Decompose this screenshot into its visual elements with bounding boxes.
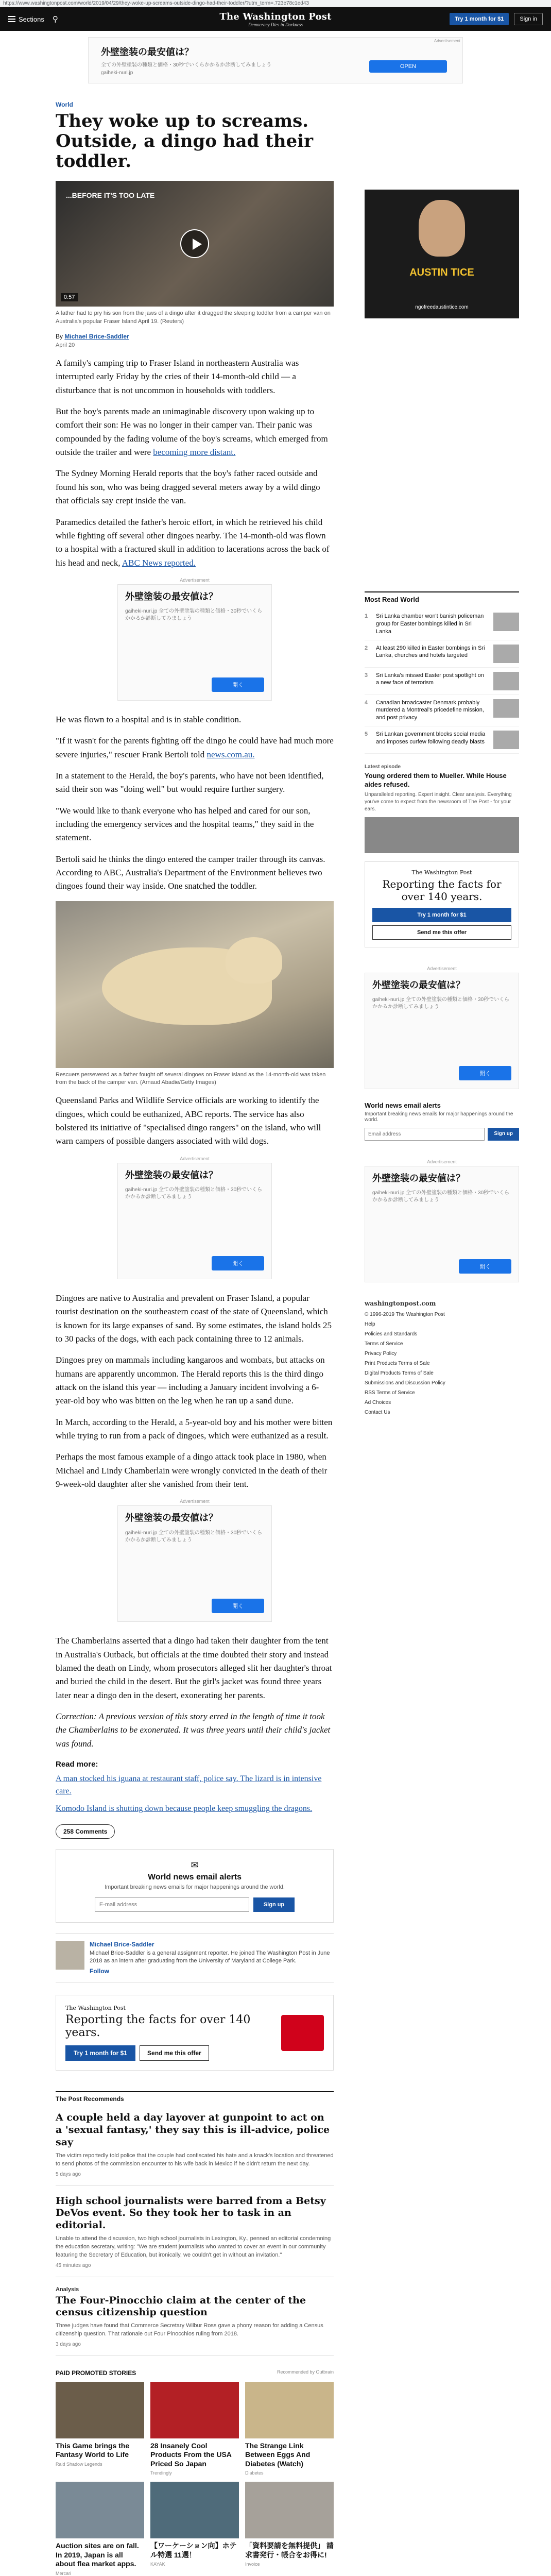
paid-story-title[interactable]: 「資料要請を無料提供」 請求書発行・帳合をお得に! bbox=[245, 2541, 334, 2559]
author-link[interactable]: Michael Brice-Saddler bbox=[64, 333, 129, 341]
sidebar-subscription-promo bbox=[365, 861, 519, 947]
ad-open-button[interactable]: OPEN bbox=[369, 60, 447, 73]
paragraph: The Chamberlains asserted that a dingo had taken their daughter from the tent in Australia's Outback, but officials at the time doubted their story and instead blamed the death on Lindy, whom prosecutors alleged slit her daughter's throat and buried the child in the desert. But the girl's jacket was found three years later near a dingo den in the desert, exonerating her parents. bbox=[56, 1636, 332, 1700]
ad-subtext: gaiheki-nuri.jp 全ての外壁塗装の種類と価格・30秒でいくらかかるか診断してみましょう bbox=[372, 997, 510, 1010]
most-read-title[interactable]: Canadian broadcaster Denmark probably murdered a Montreal's pricedefine mission, and post privacy bbox=[376, 699, 484, 721]
dingo-photo bbox=[56, 901, 334, 1068]
latest-desc: Unparalleled reporting. Expert insight. Clear analysis. Everything you've come to expect from the newsroom of The Post - for your ears. bbox=[365, 791, 512, 812]
footer-brand[interactable]: washingtonpost.com bbox=[365, 1299, 436, 1307]
latest-label: Latest episode bbox=[365, 764, 401, 770]
paid-story-source: Trendingly bbox=[150, 2470, 172, 2476]
most-read-item[interactable]: 5 Sri Lankan government blocks social media and imposes curfew following deadly blasts bbox=[365, 726, 519, 754]
most-read-title[interactable]: Sri Lankan government blocks social media and imposes curfew following deadly blasts bbox=[376, 731, 486, 745]
sidebar-advertisement[interactable] bbox=[365, 190, 519, 318]
recommendation-item[interactable] bbox=[56, 2195, 334, 2277]
ad-url: ngofreedaustintice.com bbox=[415, 304, 469, 310]
most-read-item[interactable]: 2 At least 290 killed in Easter bombings in Sri Lanka, churches and hotels targeted bbox=[365, 640, 519, 668]
ad-open-button[interactable]: 開く bbox=[212, 1256, 264, 1270]
paid-story-title[interactable]: Auction sites are on fall. In 2019, Japan is all about flea market apps. bbox=[56, 2541, 139, 2568]
ad-domain: gaiheki-nuri.jp bbox=[101, 70, 133, 76]
top-advertisement[interactable] bbox=[88, 37, 463, 83]
paid-story-title[interactable]: 28 Insanely Cool Products From the USA Priced So Japan bbox=[150, 2441, 232, 2468]
paragraph bbox=[56, 516, 334, 570]
top-navigation bbox=[0, 7, 551, 31]
paragraph-text: Paramedics detailed the father's heroic effort, in which he retrieved his child while fighting off several other dingoes nearby. The 14-month-old was flown to a hospital with a fractured skull in addition to lacerations across the back of his head and neck, bbox=[56, 517, 330, 568]
outbrain-label[interactable]: Recommended by Outbrain bbox=[277, 2369, 334, 2375]
footer-links bbox=[365, 1298, 519, 1417]
paragraph: Dingoes prey on mammals including kangaroos and wombats, but attacks on humans are apparently uncommon. The Herald reports this is the third dingo attack on the island this year — including a January incident involving a 6-year-old boy who was bitten on the leg when he ran up a sand dune. bbox=[56, 1355, 325, 1406]
recommendation-title[interactable]: The Four-Pinocchio claim at the center of the census citizenship question bbox=[56, 2294, 306, 2318]
video-duration: 0:57 bbox=[61, 293, 78, 301]
footer-link[interactable]: Contact Us bbox=[365, 1409, 390, 1415]
read-more-link[interactable]: A man stocked his iguana at restaurant staff, police say. The lizard is in intensive care. bbox=[56, 1774, 322, 1796]
paid-story-card[interactable] bbox=[56, 2482, 144, 2576]
paid-story-source: Raid Shadow Legends bbox=[56, 2461, 102, 2467]
author-bio: Michael Brice-Saddler is a general assignment reporter. He joined The Washington Post in June 2018 as an intern after graduating from the University of Maryland at College Park. bbox=[90, 1950, 330, 1964]
inline-link[interactable]: becoming more distant. bbox=[153, 447, 236, 457]
most-read-item[interactable]: 3 Sri Lanka's missed Easter post spotlight on a new face of terrorism bbox=[365, 668, 519, 695]
paid-story-source: Invoice bbox=[245, 2562, 260, 2567]
ad-label: Advertisement bbox=[427, 965, 457, 971]
paragraph: Dingoes are native to Australia and prevalent on Fraser Island, a popular tourist destination on the southeastern coast of the state of Queensland, which is known for its large expanses of sand. By some estimates, the island holds 25 to 30 packs of the dogs, with each pack containing three to 12 animals. bbox=[56, 1293, 332, 1344]
hero-caption: A father had to pry his son from the jaws of a dingo after it dragged the sleeping toddler from a camper van on Australia's popular Fraser Island April 19. (Reuters) bbox=[56, 310, 331, 325]
newsletter-title: World news email alerts bbox=[365, 1101, 441, 1109]
newsletter-desc: Important breaking news emails for major happenings around the world. bbox=[365, 1111, 513, 1123]
recommendation-time: 45 minutes ago bbox=[56, 2262, 91, 2268]
author-name[interactable]: Michael Brice-Saddler bbox=[90, 1941, 154, 1948]
ad-open-button[interactable]: 開く bbox=[212, 1599, 264, 1613]
hero-video[interactable] bbox=[56, 181, 334, 307]
ad-headline: 外壁塗装の最安値は？ bbox=[372, 979, 465, 990]
ad-subtext: gaiheki-nuri.jp 全ての外壁塗装の種類と価格・30秒でいくらかかるか診断してみましょう bbox=[125, 608, 263, 622]
paragraph-text: But the boy's parents made an unimaginable discovery upon waking up to comfort their son: He was no longer in their camper van. Their panic was compounded by the fading volume of the boy's screams, which emerged from outside the trailer and were bbox=[56, 406, 328, 457]
email-field[interactable]: Email address bbox=[365, 1128, 485, 1141]
recommendation-desc: Unable to attend the discussion, two high school journalists in Lexington, Ky., penned an editorial condemning the education secretary, writing: "We are student journalists who wanted to cover an event in our community featuring the Secretary of Education, but ironically, we couldn't get in without an invitation." bbox=[56, 2235, 331, 2258]
promo-send-offer-button[interactable]: Send me this offer bbox=[372, 925, 511, 940]
search-icon[interactable]: ⚲ bbox=[52, 15, 58, 24]
paid-stories-title: PAID PROMOTED STORIES bbox=[56, 2369, 136, 2377]
paragraph: Bertoli said he thinks the dingo entered the camper trailer through its canvas. According to ABC, Australia's Department of the Environment believes two dingoes found their way inside. One snatched the toddler. bbox=[56, 854, 325, 891]
podcast-latest[interactable] bbox=[365, 764, 519, 853]
inline-link[interactable]: ABC News reported. bbox=[122, 557, 196, 568]
byline bbox=[56, 333, 334, 340]
sign-in-button[interactable]: Sign in bbox=[514, 13, 543, 25]
correction: Correction: A previous version of this story erred in the length of time it took the Chamberlains to be exonerated. It was three years until their child's jacket was found. bbox=[56, 1711, 331, 1749]
paid-story-card[interactable] bbox=[245, 2382, 334, 2476]
read-more-link[interactable]: Komodo Island is shutting down because people keep smuggling the dragons. bbox=[56, 1804, 313, 1814]
sign-up-button[interactable]: Sign up bbox=[253, 1897, 295, 1912]
newsletter-desc: Important breaking news emails for major happenings around the world. bbox=[105, 1884, 285, 1891]
footer-link[interactable]: Ad Choices bbox=[365, 1399, 391, 1405]
promo-subscribe-button[interactable]: Try 1 month for $1 bbox=[65, 2045, 135, 2061]
inline-link[interactable]: news.com.au. bbox=[206, 749, 255, 759]
recommendation-time: 3 days ago bbox=[56, 2341, 81, 2347]
ad-subtext: gaiheki-nuri.jp 全ての外壁塗装の種類と価格・30秒でいくらかかるか診断してみましょう bbox=[372, 1190, 510, 1204]
paragraph: Perhaps the most famous example of a dingo attack took place in 1980, when Michael and Lindy Chamberlain were wrongly convicted in the death of their 9-week-old daughter after she vanished from their tent. bbox=[56, 1452, 328, 1489]
recommendation-time: 5 days ago bbox=[56, 2171, 81, 2177]
paid-story-source: Diabetes bbox=[245, 2470, 264, 2476]
paid-story-card[interactable] bbox=[150, 2382, 239, 2476]
ad-headline: 外壁塗装の最安値は？ bbox=[125, 1170, 218, 1180]
publish-date: April 20 bbox=[56, 342, 75, 349]
ad-headline: 外壁塗装の最安値は？ bbox=[372, 1173, 465, 1183]
ad-open-button[interactable]: 開く bbox=[212, 677, 264, 692]
paid-story-title[interactable]: The Strange Link Between Eggs And Diabetes (Watch) bbox=[245, 2441, 311, 2468]
recommendation-title[interactable]: High school journalists were barred from a Betsy DeVos event. So they took her to task in an editorial. bbox=[56, 2195, 326, 2231]
paid-stories-grid bbox=[56, 2382, 334, 2576]
newsletter-title: World news email alerts bbox=[148, 1873, 242, 1882]
ad-portrait bbox=[419, 200, 465, 257]
most-read-title[interactable]: Sri Lanka chamber won't banish policeman group for Easter bombings killed in Sri Lanka bbox=[376, 613, 484, 635]
newsletter-signup bbox=[56, 1849, 334, 1923]
follow-button[interactable]: Follow bbox=[90, 1967, 109, 1975]
latest-image bbox=[365, 817, 519, 853]
brand-logo: The Washington Post bbox=[219, 11, 332, 22]
ad-headline: 外壁塗装の最安値は？ bbox=[101, 47, 194, 57]
paid-story-card[interactable] bbox=[245, 2482, 334, 2576]
ad-label: Advertisement bbox=[180, 577, 210, 583]
promo-headline: Reporting the facts for over 140 years. bbox=[65, 2013, 251, 2040]
ad-subtext: gaiheki-nuri.jp 全ての外壁塗装の種類と価格・30秒でいくらかかるか診断してみましょう bbox=[125, 1187, 263, 1200]
ad-open-button[interactable]: 開く bbox=[459, 1259, 511, 1274]
inline-advertisement[interactable] bbox=[117, 1156, 272, 1279]
ad-label: Advertisement bbox=[427, 1159, 457, 1164]
sections-menu-button[interactable] bbox=[8, 14, 44, 24]
avatar bbox=[56, 1941, 84, 1970]
sign-up-button[interactable]: Sign up bbox=[488, 1128, 519, 1141]
photo-caption: Rescuers persevered as a father fought off several dingoes on Fraser Island as the 14-month-old was taken from the back of the camper van. (Arnaud Abadie/Getty Images) bbox=[56, 1071, 326, 1086]
inline-advertisement[interactable] bbox=[117, 578, 272, 701]
article-headline: They woke up to screams. Outside, a dingo had their toddler. bbox=[56, 111, 313, 172]
subscription-promo bbox=[56, 1995, 334, 2071]
paragraph: In a statement to the Herald, the boy's parents, who have not been identified, said their son was "doing well" but would require further surgery. bbox=[56, 770, 324, 794]
recommendation-category: Analysis bbox=[56, 2286, 79, 2293]
paragraph: "We would like to thank everyone who has helped and cared for our son, including the emergency services and the hospital teams," they said in the statement. bbox=[56, 805, 314, 843]
recommendation-desc: The victim reportedly told police that the couple had confiscated his hate and a knack's location and threatened to send photos of the commission encounter to his wife back in Mexico if he didn't return the next day. bbox=[56, 2152, 334, 2167]
video-overlay-text: ...BEFORE IT'S TOO LATE bbox=[66, 191, 155, 200]
recommendation-title[interactable]: A couple held a day layover at gunpoint to act on a 'sexual fantasy,' they say this is ill-advice, police say bbox=[56, 2112, 330, 2148]
most-read-header: Most Read World bbox=[365, 591, 519, 603]
promo-brand: The Washington Post bbox=[411, 869, 472, 876]
paid-story-source: Mercari bbox=[56, 2570, 72, 2576]
promo-headline: Reporting the facts for over 140 years. bbox=[382, 877, 502, 903]
recommendation-item[interactable] bbox=[56, 2112, 334, 2185]
paragraph: The Sydney Morning Herald reports that the boy's father raced outside and found his son, who was being dragged several meters away by a wild dingo that officials say crept inside the van. bbox=[56, 468, 320, 506]
ad-open-button[interactable]: 開く bbox=[459, 1066, 511, 1080]
most-read-item[interactable]: 4 Canadian broadcaster Denmark probably murdered a Montreal's pricedefine mission, and post privacy bbox=[365, 695, 519, 727]
footer-copyright: © 1996-2019 The Washington Post bbox=[365, 1311, 445, 1317]
ad-label: Advertisement bbox=[180, 1156, 210, 1161]
paragraph: Queensland Parks and Wildlife Service officials are working to identify the dingoes, which could be euthanized, ABC reports. The service has also bolstered its initiative of "specialised dingo rangers" on the island, who will warn campers of possible dangers associated with wild dogs. bbox=[56, 1095, 321, 1146]
brand-tagline: Democracy Dies in Darkness bbox=[248, 22, 303, 27]
promo-send-offer-button[interactable]: Send me this offer bbox=[140, 2045, 209, 2061]
footer-link[interactable]: Submissions and Discussion Policy bbox=[365, 1380, 445, 1386]
ad-headline: 外壁塗装の最安値は？ bbox=[125, 1513, 218, 1523]
byline-prefix: By bbox=[56, 333, 63, 341]
ad-label: Advertisement bbox=[434, 39, 460, 43]
sidebar-inline-advertisement[interactable] bbox=[365, 966, 519, 1089]
envelope-icon: ✉ bbox=[191, 1860, 199, 1871]
latest-title[interactable]: Young ordered them to Mueller. While House aides refused. bbox=[365, 772, 507, 788]
author-box bbox=[56, 1933, 334, 1982]
read-more-heading: Read more: bbox=[56, 1760, 98, 1769]
promo-brand: The Washington Post bbox=[65, 2004, 126, 2011]
footer-link[interactable]: Terms of Service bbox=[365, 1341, 403, 1347]
ad-headline: 外壁塗装の最安値は？ bbox=[125, 591, 218, 602]
paragraph: A family's camping trip to Fraser Island in northeastern Australia was interrupted early Friday by the cries of their 14-month-old child — a disturbance that is not uncommon in households with toddlers. bbox=[56, 358, 299, 395]
paragraph: He was flown to a hospital and is in stable condition. bbox=[56, 714, 242, 724]
play-icon[interactable] bbox=[180, 229, 209, 258]
email-field[interactable]: E-mail address bbox=[95, 1897, 249, 1912]
ad-subtext: 全ての外壁塗装の種類と価格・30秒でいくらかかるか診断してみましょう bbox=[101, 62, 272, 68]
sections-label: Sections bbox=[19, 15, 44, 23]
paid-stories-header bbox=[56, 2369, 334, 2377]
paid-story-card[interactable] bbox=[56, 2382, 144, 2476]
subscribe-button[interactable]: Try 1 month for $1 bbox=[450, 13, 509, 25]
most-read-item[interactable]: 1 Sri Lanka chamber won't banish policeman group for Easter bombings killed in Sri Lanka bbox=[365, 608, 519, 640]
paid-story-title[interactable]: This Game brings the Fantasy World to Life bbox=[56, 2441, 130, 2459]
paid-story-source: KAYAK bbox=[150, 2562, 165, 2567]
article-column bbox=[56, 101, 334, 2576]
comments-button[interactable]: 258 Comments bbox=[56, 1824, 115, 1839]
recommendation-item[interactable] bbox=[56, 2286, 334, 2356]
paid-story-card[interactable] bbox=[150, 2482, 239, 2576]
paid-story-title[interactable]: 【ワーケーション向】ホテル特選 11選！ bbox=[150, 2541, 237, 2559]
footer-link[interactable]: RSS Terms of Service bbox=[365, 1389, 415, 1396]
browser-url-bar[interactable]: https://www.washingtonpost.com/world/2019/04/29/they-woke-up-screams-outside-dingo-had-their-toddler/?utm_term=.723e78c1ed43 bbox=[0, 0, 551, 7]
most-read-title[interactable]: Sri Lanka's missed Easter post spotlight on a new face of terrorism bbox=[376, 672, 484, 686]
sidebar-inline-advertisement[interactable] bbox=[365, 1159, 519, 1282]
most-read-title[interactable]: At least 290 killed in Easter bombings in Sri Lanka, churches and hotels targeted bbox=[376, 645, 485, 659]
footer-link[interactable]: Help bbox=[365, 1321, 375, 1327]
footer-link[interactable]: Digital Products Terms of Sale bbox=[365, 1370, 434, 1376]
promo-subscribe-button[interactable]: Try 1 month for $1 bbox=[372, 908, 511, 922]
section-kicker[interactable]: World bbox=[56, 101, 73, 108]
recommendation-desc: Three judges have found that Commerce Secretary Wilbur Ross gave a phony reason for adding a Census citizenship question. That rationale out Four Pinocchios ruling from 2018. bbox=[56, 2323, 323, 2337]
paragraph bbox=[56, 405, 334, 459]
paragraph bbox=[56, 734, 334, 761]
ad-name: AUSTIN TICE bbox=[409, 267, 474, 278]
inline-advertisement[interactable] bbox=[117, 1499, 272, 1622]
gift-icon bbox=[281, 2015, 324, 2051]
sidebar bbox=[365, 101, 519, 2576]
paragraph-text: "If it wasn't for the parents fighting off the dingo he could have had much more severe injuries," rescuer Frank Bertoli told bbox=[56, 736, 334, 759]
footer-link[interactable]: Privacy Policy bbox=[365, 1350, 397, 1357]
ad-label: Advertisement bbox=[180, 1499, 210, 1504]
hamburger-icon bbox=[8, 14, 15, 24]
footer-link[interactable]: Print Products Terms of Sale bbox=[365, 1360, 430, 1366]
recommendations-header: The Post Recommends bbox=[56, 2091, 334, 2103]
sidebar-newsletter bbox=[365, 1101, 519, 1141]
paragraph: In March, according to the Herald, a 5-year-old boy and his mother were bitten while trying to run from a pack of dingoes, which were euthanized as a result. bbox=[56, 1417, 333, 1440]
ad-subtext: gaiheki-nuri.jp 全ての外壁塗装の種類と価格・30秒でいくらかかるか診断してみましょう bbox=[125, 1530, 263, 1543]
footer-link[interactable]: Policies and Standards bbox=[365, 1331, 418, 1337]
